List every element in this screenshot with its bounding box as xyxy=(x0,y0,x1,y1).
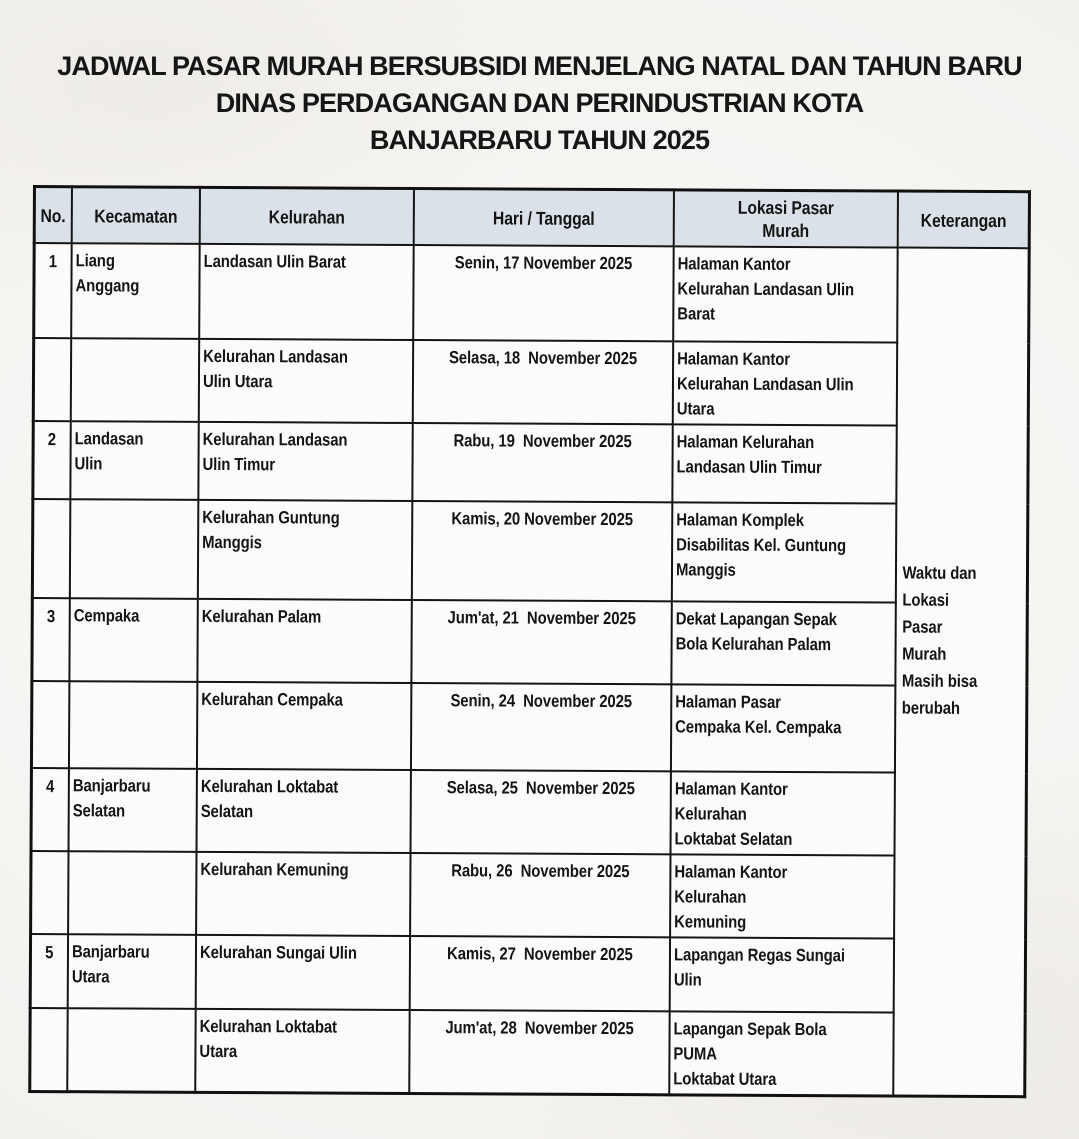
title-line-3: BANJARBARU TAHUN 2025 xyxy=(369,125,710,155)
cell-lokasi: Halaman Kantor Kelurahan Landasan Ulin Barat xyxy=(673,246,897,342)
header-cell-no: No. xyxy=(34,187,71,244)
cell-no: 2 xyxy=(33,421,70,499)
cell-kecamatan xyxy=(68,681,196,769)
header-cell-keterangan: Keterangan xyxy=(897,191,1029,248)
cell-kelurahan: Kelurahan Guntung Manggis xyxy=(197,500,412,600)
cell-lokasi: Halaman Pasar Cempaka Kel. Cempaka xyxy=(670,684,894,772)
cell-lokasi: Lapangan Regas Sungai Ulin xyxy=(669,937,893,1012)
cell-kecamatan xyxy=(67,1008,195,1092)
cell-no: 5 xyxy=(30,934,67,1008)
table-row xyxy=(32,598,1027,686)
cell-no: 4 xyxy=(31,768,68,851)
cell-kelurahan: Kelurahan Palam xyxy=(197,599,411,683)
cell-lokasi: Dekat Lapangan Sepak Bola Kelurahan Palam xyxy=(671,601,895,685)
cell-kecamatan: Cempaka xyxy=(69,598,197,682)
cell-kecamatan: Banjarbaru Utara xyxy=(67,934,195,1009)
cell-hari-tanggal: Jum'at, 21 November 2025 xyxy=(411,600,671,684)
title-line-2: DINAS PERDAGANGAN DAN PERINDUSTRIAN KOTA xyxy=(215,88,864,118)
table-row xyxy=(30,934,1025,1013)
cell-kecamatan: Landasan Ulin xyxy=(70,421,198,500)
cell-kecamatan xyxy=(70,338,198,422)
cell-kelurahan: Kelurahan Kemuning xyxy=(196,852,410,936)
cell-kelurahan: Kelurahan Landasan Ulin Timur xyxy=(198,422,412,501)
cell-kecamatan xyxy=(69,499,198,599)
cell-no xyxy=(31,851,68,934)
header-row xyxy=(34,187,1029,249)
cell-kecamatan: Banjarbaru Selatan xyxy=(68,768,196,852)
table-row xyxy=(32,499,1028,603)
keterangan-note-cell xyxy=(893,248,1029,1097)
cell-hari-tanggal: Rabu, 19 November 2025 xyxy=(412,423,672,502)
cell-kelurahan: Kelurahan Landasan Ulin Utara xyxy=(198,339,412,423)
cell-lokasi: Halaman Komplek Disabilitas Kel. Guntung Manggis xyxy=(671,502,896,602)
cell-no xyxy=(33,338,70,421)
table-row xyxy=(31,851,1026,939)
cell-lokasi: Lapangan Sepak Bola PUMA Loktabat Utara xyxy=(669,1011,893,1096)
cell-hari-tanggal: Jum'at, 28 November 2025 xyxy=(409,1010,669,1095)
cell-kelurahan: Kelurahan Sungai Ulin xyxy=(195,935,409,1010)
cell-kecamatan xyxy=(68,851,196,935)
cell-hari-tanggal: Rabu, 26 November 2025 xyxy=(410,853,670,937)
cell-hari-tanggal: Selasa, 18 November 2025 xyxy=(412,340,672,424)
header-cell-kecamatan: Kecamatan xyxy=(71,187,199,244)
table-row xyxy=(33,421,1028,504)
cell-hari-tanggal: Senin, 24 November 2025 xyxy=(410,683,670,771)
document-title xyxy=(0,48,1079,159)
cell-kelurahan: Kelurahan Cempaka xyxy=(196,682,410,770)
cell-hari-tanggal: Kamis, 27 November 2025 xyxy=(409,936,669,1011)
title-line-1: JADWAL PASAR MURAH BERSUBSIDI MENJELANG NATAL DAN TAHUN BARU xyxy=(57,51,1022,81)
header-cell-lokasi: Lokasi Pasar Murah xyxy=(673,190,897,248)
cell-no xyxy=(32,499,70,598)
cell-no: 3 xyxy=(32,598,69,681)
keterangan-note: Waktu dan Lokasi Pasar Murah Masih bisa berubah xyxy=(901,562,977,718)
cell-kelurahan: Kelurahan Loktabat Selatan xyxy=(196,769,410,853)
schedule-table xyxy=(28,185,1031,1098)
table-row xyxy=(33,338,1028,426)
cell-kecamatan: Liang Anggang xyxy=(71,243,199,339)
schedule-table-container xyxy=(28,185,1028,1098)
cell-hari-tanggal: Kamis, 20 November 2025 xyxy=(411,501,672,601)
cell-hari-tanggal: Selasa, 25 November 2025 xyxy=(410,770,670,854)
cell-lokasi: Halaman Kelurahan Landasan Ulin Timur xyxy=(672,424,896,503)
cell-lokasi: Halaman Kantor Kelurahan Landasan Ulin Utara xyxy=(672,341,896,425)
cell-lokasi: Halaman Kantor Kelurahan Loktabat Selatan xyxy=(670,771,894,855)
cell-kelurahan: Kelurahan Loktabat Utara xyxy=(195,1009,409,1094)
table-row xyxy=(31,768,1026,856)
cell-no xyxy=(31,681,68,768)
cell-no xyxy=(30,1008,67,1092)
cell-lokasi: Halaman Kantor Kelurahan Kemuning xyxy=(670,854,894,938)
cell-kelurahan: Landasan Ulin Barat xyxy=(199,244,413,340)
table-row xyxy=(30,1008,1025,1097)
table-row xyxy=(34,243,1029,343)
header-cell-hari-tanggal: Hari / Tanggal xyxy=(413,188,673,246)
cell-hari-tanggal: Senin, 17 November 2025 xyxy=(413,245,673,341)
header-cell-kelurahan: Kelurahan xyxy=(199,187,413,245)
cell-no: 1 xyxy=(34,243,71,338)
table-row xyxy=(31,681,1026,773)
